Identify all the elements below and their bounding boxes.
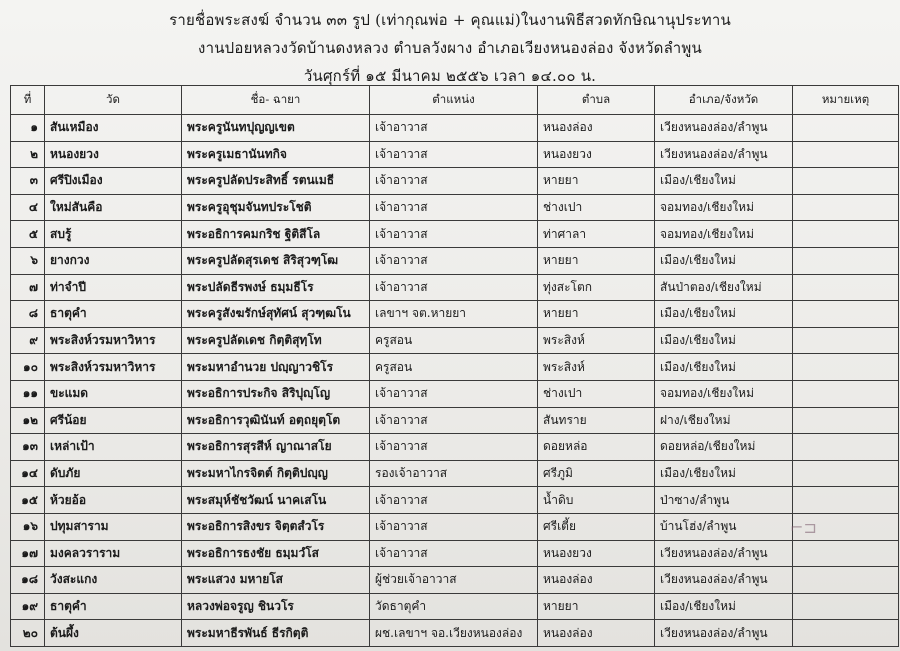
tambon-cell: หนองล่อง: [538, 115, 655, 142]
tambon-cell: น้ำดิบ: [538, 487, 655, 514]
note-cell: [793, 301, 899, 328]
amphoe-cell: เวียงหนองล่อง/ลำพูน: [655, 141, 793, 168]
amphoe-cell: เวียงหนองล่อง/ลำพูน: [655, 620, 793, 647]
amphoe-cell: เมือง/เชียงใหม่: [655, 354, 793, 381]
wat-cell: ศรีน้อย: [45, 407, 182, 434]
row-number: ๑๖: [11, 513, 45, 540]
wat-cell: ปทุมสาราม: [45, 513, 182, 540]
amphoe-cell: เวียงหนองล่อง/ลำพูน: [655, 115, 793, 142]
tambon-cell: ศรีภูมิ: [538, 460, 655, 487]
tambon-cell: หายยา: [538, 301, 655, 328]
position-cell: เจ้าอาวาส: [370, 274, 538, 301]
wat-cell: สบรู้: [45, 221, 182, 248]
table-row: [11, 274, 899, 301]
position-cell: เจ้าอาวาส: [370, 168, 538, 195]
amphoe-cell: เมือง/เชียงใหม่: [655, 327, 793, 354]
wat-cell: ท่าจำปี: [45, 274, 182, 301]
position-cell: เจ้าอาวาส: [370, 540, 538, 567]
position-cell: เจ้าอาวาส: [370, 141, 538, 168]
position-cell: เจ้าอาวาส: [370, 247, 538, 274]
amphoe-cell: บ้านโฮ่ง/ลำพูน: [655, 513, 793, 540]
tambon-cell: พระสิงห์: [538, 354, 655, 381]
position-cell: รองเจ้าอาวาส: [370, 460, 538, 487]
table-body: [11, 115, 899, 647]
table-row: [11, 194, 899, 221]
table-row: [11, 354, 899, 381]
row-number: ๔: [11, 194, 45, 221]
wat-cell: ต้นผึ้ง: [45, 620, 182, 647]
position-cell: เจ้าอาวาส: [370, 380, 538, 407]
row-number: ๗: [11, 274, 45, 301]
row-number: ๕: [11, 221, 45, 248]
amphoe-cell: เมือง/เชียงใหม่: [655, 247, 793, 274]
note-cell: [793, 593, 899, 620]
table-row: [11, 460, 899, 487]
tambon-cell: ช่างเปา: [538, 380, 655, 407]
tambon-cell: หายยา: [538, 247, 655, 274]
document-header: [0, 6, 900, 90]
row-number: ๙: [11, 327, 45, 354]
row-number: ๑๕: [11, 487, 45, 514]
monk-name-cell: พระครูปลัดประสิทธิ์ รตนเมธี: [182, 168, 370, 195]
amphoe-cell: เมือง/เชียงใหม่: [655, 301, 793, 328]
note-cell: [793, 115, 899, 142]
amphoe-cell: เมือง/เชียงใหม่: [655, 593, 793, 620]
monk-name-cell: พระปลัดธีรพงษ์ ธมฺมธีโร: [182, 274, 370, 301]
note-cell: [793, 620, 899, 647]
col-header-amphoe: อำเภอ/จังหวัด: [655, 86, 793, 115]
table-row: [11, 487, 899, 514]
wat-cell: ใหม่สันคือ: [45, 194, 182, 221]
handwritten-mark: ⌐⊐: [790, 518, 817, 537]
monk-name-cell: พระอธิการสุรสีห์ ญาณาสโย: [182, 434, 370, 461]
monk-name-cell: พระครูสังฆรักษ์สุทัศน์ สุวฑฺฒโน: [182, 301, 370, 328]
table-row: [11, 247, 899, 274]
col-header-note: หมายเหตุ: [793, 86, 899, 115]
amphoe-cell: ป่าซาง/ลำพูน: [655, 487, 793, 514]
note-cell: [793, 274, 899, 301]
amphoe-cell: เมือง/เชียงใหม่: [655, 168, 793, 195]
col-header-wat: วัด: [45, 86, 182, 115]
note-cell: [793, 567, 899, 594]
table-row: [11, 168, 899, 195]
row-number: ๑๐: [11, 354, 45, 381]
monk-name-cell: พระครูเมธานันทกิจ: [182, 141, 370, 168]
table-header-row: [11, 86, 899, 115]
amphoe-cell: จอมทอง/เชียงใหม่: [655, 221, 793, 248]
position-cell: เจ้าอาวาส: [370, 115, 538, 142]
tambon-cell: หนองยวง: [538, 540, 655, 567]
note-cell: [793, 460, 899, 487]
amphoe-cell: ฝาง/เชียงใหม่: [655, 407, 793, 434]
tambon-cell: ทุ่งสะโตก: [538, 274, 655, 301]
amphoe-cell: เวียงหนองล่อง/ลำพูน: [655, 540, 793, 567]
note-cell: [793, 168, 899, 195]
row-number: ๑๔: [11, 460, 45, 487]
amphoe-cell: จอมทอง/เชียงใหม่: [655, 194, 793, 221]
table-row: [11, 620, 899, 647]
note-cell: [793, 540, 899, 567]
header-date: วันศุกร์ที่ ๑๕ มีนาคม ๒๕๕๖ เวลา ๑๔.๐๐ น.: [303, 67, 597, 85]
col-header-no: ที่: [11, 86, 45, 115]
tambon-cell: หนองล่อง: [538, 567, 655, 594]
monk-name-cell: พระอธิการสิงขร จิตฺตสํวโร: [182, 513, 370, 540]
monk-name-cell: พระมหาอำนวย ปญฺญาวชิโร: [182, 354, 370, 381]
position-cell: เจ้าอาวาส: [370, 221, 538, 248]
note-cell: [793, 354, 899, 381]
wat-cell: เหล่าเป้า: [45, 434, 182, 461]
wat-cell: ดับภัย: [45, 460, 182, 487]
header-title: รายชื่อพระสงฆ์ จำนวน ๓๓ รูป (เท่ากุณพ่อ + คุณแม่)ในงานพิธีสวดทักษิณานุประทาน: [169, 11, 731, 29]
wat-cell: หนองยวง: [45, 141, 182, 168]
monk-name-cell: พระมหาธีรพันธ์ ธีรกิตฺติ: [182, 620, 370, 647]
table-row: [11, 593, 899, 620]
position-cell: เจ้าอาวาส: [370, 407, 538, 434]
row-number: ๑๗: [11, 540, 45, 567]
wat-cell: สันเหมือง: [45, 115, 182, 142]
row-number: ๑๓: [11, 434, 45, 461]
monk-name-cell: พระครูนันทปุญญเขต: [182, 115, 370, 142]
wat-cell: มงคลวราราม: [45, 540, 182, 567]
wat-cell: วังสะแกง: [45, 567, 182, 594]
position-cell: วัดธาตุคำ: [370, 593, 538, 620]
monk-name-cell: หลวงพ่อจรูญ ชินวโร: [182, 593, 370, 620]
note-cell: [793, 487, 899, 514]
monk-name-cell: พระมหาไกรจิตต์ กิตฺติปญฺญ: [182, 460, 370, 487]
position-cell: ผช.เลขาฯ จอ.เวียงหนองล่อง: [370, 620, 538, 647]
wat-cell: ธาตุคำ: [45, 301, 182, 328]
note-cell: [793, 141, 899, 168]
note-cell: [793, 247, 899, 274]
row-number: ๘: [11, 301, 45, 328]
position-cell: เจ้าอาวาส: [370, 434, 538, 461]
amphoe-cell: เมือง/เชียงใหม่: [655, 460, 793, 487]
tambon-cell: พระสิงห์: [538, 327, 655, 354]
table-row: [11, 115, 899, 142]
monk-name-cell: พระครูปลัดเดช กิตฺติสุทฺโท: [182, 327, 370, 354]
row-number: ๒: [11, 141, 45, 168]
amphoe-cell: สันป่าตอง/เชียงใหม่: [655, 274, 793, 301]
note-cell: [793, 221, 899, 248]
col-header-tambon: ตำบล: [538, 86, 655, 115]
monk-list-table-wrapper: [10, 85, 898, 647]
col-header-name: ชื่อ- ฉายา: [182, 86, 370, 115]
table-row: [11, 327, 899, 354]
tambon-cell: หายยา: [538, 168, 655, 195]
wat-cell: พระสิงห์วรมหาวิหาร: [45, 327, 182, 354]
row-number: ๒๐: [11, 620, 45, 647]
monk-name-cell: พระอธิการวุฒินันท์ อตฺถยุตฺโต: [182, 407, 370, 434]
table-row: [11, 407, 899, 434]
tambon-cell: ดอยหล่อ: [538, 434, 655, 461]
wat-cell: ขะแมด: [45, 380, 182, 407]
table-row: [11, 434, 899, 461]
table-row: [11, 540, 899, 567]
position-cell: ครูสอน: [370, 327, 538, 354]
amphoe-cell: เวียงหนองล่อง/ลำพูน: [655, 567, 793, 594]
wat-cell: ห้วยอ้อ: [45, 487, 182, 514]
wat-cell: ศรีปิงเมือง: [45, 168, 182, 195]
note-cell: [793, 407, 899, 434]
row-number: ๖: [11, 247, 45, 274]
table-row: [11, 567, 899, 594]
monk-name-cell: พระครูปลัดสุรเดช สิริสุวฑฺโฒ: [182, 247, 370, 274]
table-row: [11, 513, 899, 540]
row-number: ๑๙: [11, 593, 45, 620]
row-number: ๓: [11, 168, 45, 195]
monk-name-cell: พระอธิการประกิจ สิริปุญฺโญ: [182, 380, 370, 407]
tambon-cell: หายยา: [538, 593, 655, 620]
tambon-cell: หนองล่อง: [538, 620, 655, 647]
position-cell: เจ้าอาวาส: [370, 194, 538, 221]
header-event: งานปอยหลวงวัดบ้านดงหลวง ตำบลวังผาง อำเภอเวียงหนองล่อง จังหวัดลำพูน: [198, 39, 702, 57]
row-number: ๑๑: [11, 380, 45, 407]
monk-name-cell: พระอธิการธงชัย ธมฺมวํโส: [182, 540, 370, 567]
amphoe-cell: ดอยหล่อ/เชียงใหม่: [655, 434, 793, 461]
row-number: ๑๒: [11, 407, 45, 434]
tambon-cell: หนองยวง: [538, 141, 655, 168]
note-cell: [793, 327, 899, 354]
tambon-cell: สันทราย: [538, 407, 655, 434]
table-row: [11, 301, 899, 328]
col-header-position: ตำแหน่ง: [370, 86, 538, 115]
monk-name-cell: พระแสวง มหายโส: [182, 567, 370, 594]
tambon-cell: ช่างเปา: [538, 194, 655, 221]
monk-name-cell: พระสมุห์ชัชวัฒน์ นาคเสโน: [182, 487, 370, 514]
position-cell: ครูสอน: [370, 354, 538, 381]
tambon-cell: ศรีเตี้ย: [538, 513, 655, 540]
row-number: ๑๘: [11, 567, 45, 594]
tambon-cell: ท่าศาลา: [538, 221, 655, 248]
position-cell: เจ้าอาวาส: [370, 487, 538, 514]
row-number: ๑: [11, 115, 45, 142]
table-row: [11, 380, 899, 407]
amphoe-cell: จอมทอง/เชียงใหม่: [655, 380, 793, 407]
note-cell: [793, 194, 899, 221]
position-cell: ผู้ช่วยเจ้าอาวาส: [370, 567, 538, 594]
position-cell: เลขาฯ จต.หายยา: [370, 301, 538, 328]
table-row: [11, 221, 899, 248]
wat-cell: ธาตุคำ: [45, 593, 182, 620]
monk-name-cell: พระอธิการคมกริช ฐิติสีโล: [182, 221, 370, 248]
wat-cell: ยางกวง: [45, 247, 182, 274]
table-row: [11, 141, 899, 168]
note-cell: [793, 380, 899, 407]
wat-cell: พระสิงห์วรมหาวิหาร: [45, 354, 182, 381]
note-cell: [793, 434, 899, 461]
monk-name-cell: พระครูอุชุมจันทประโชติ: [182, 194, 370, 221]
position-cell: เจ้าอาวาส: [370, 513, 538, 540]
monk-list-table: [10, 85, 899, 647]
